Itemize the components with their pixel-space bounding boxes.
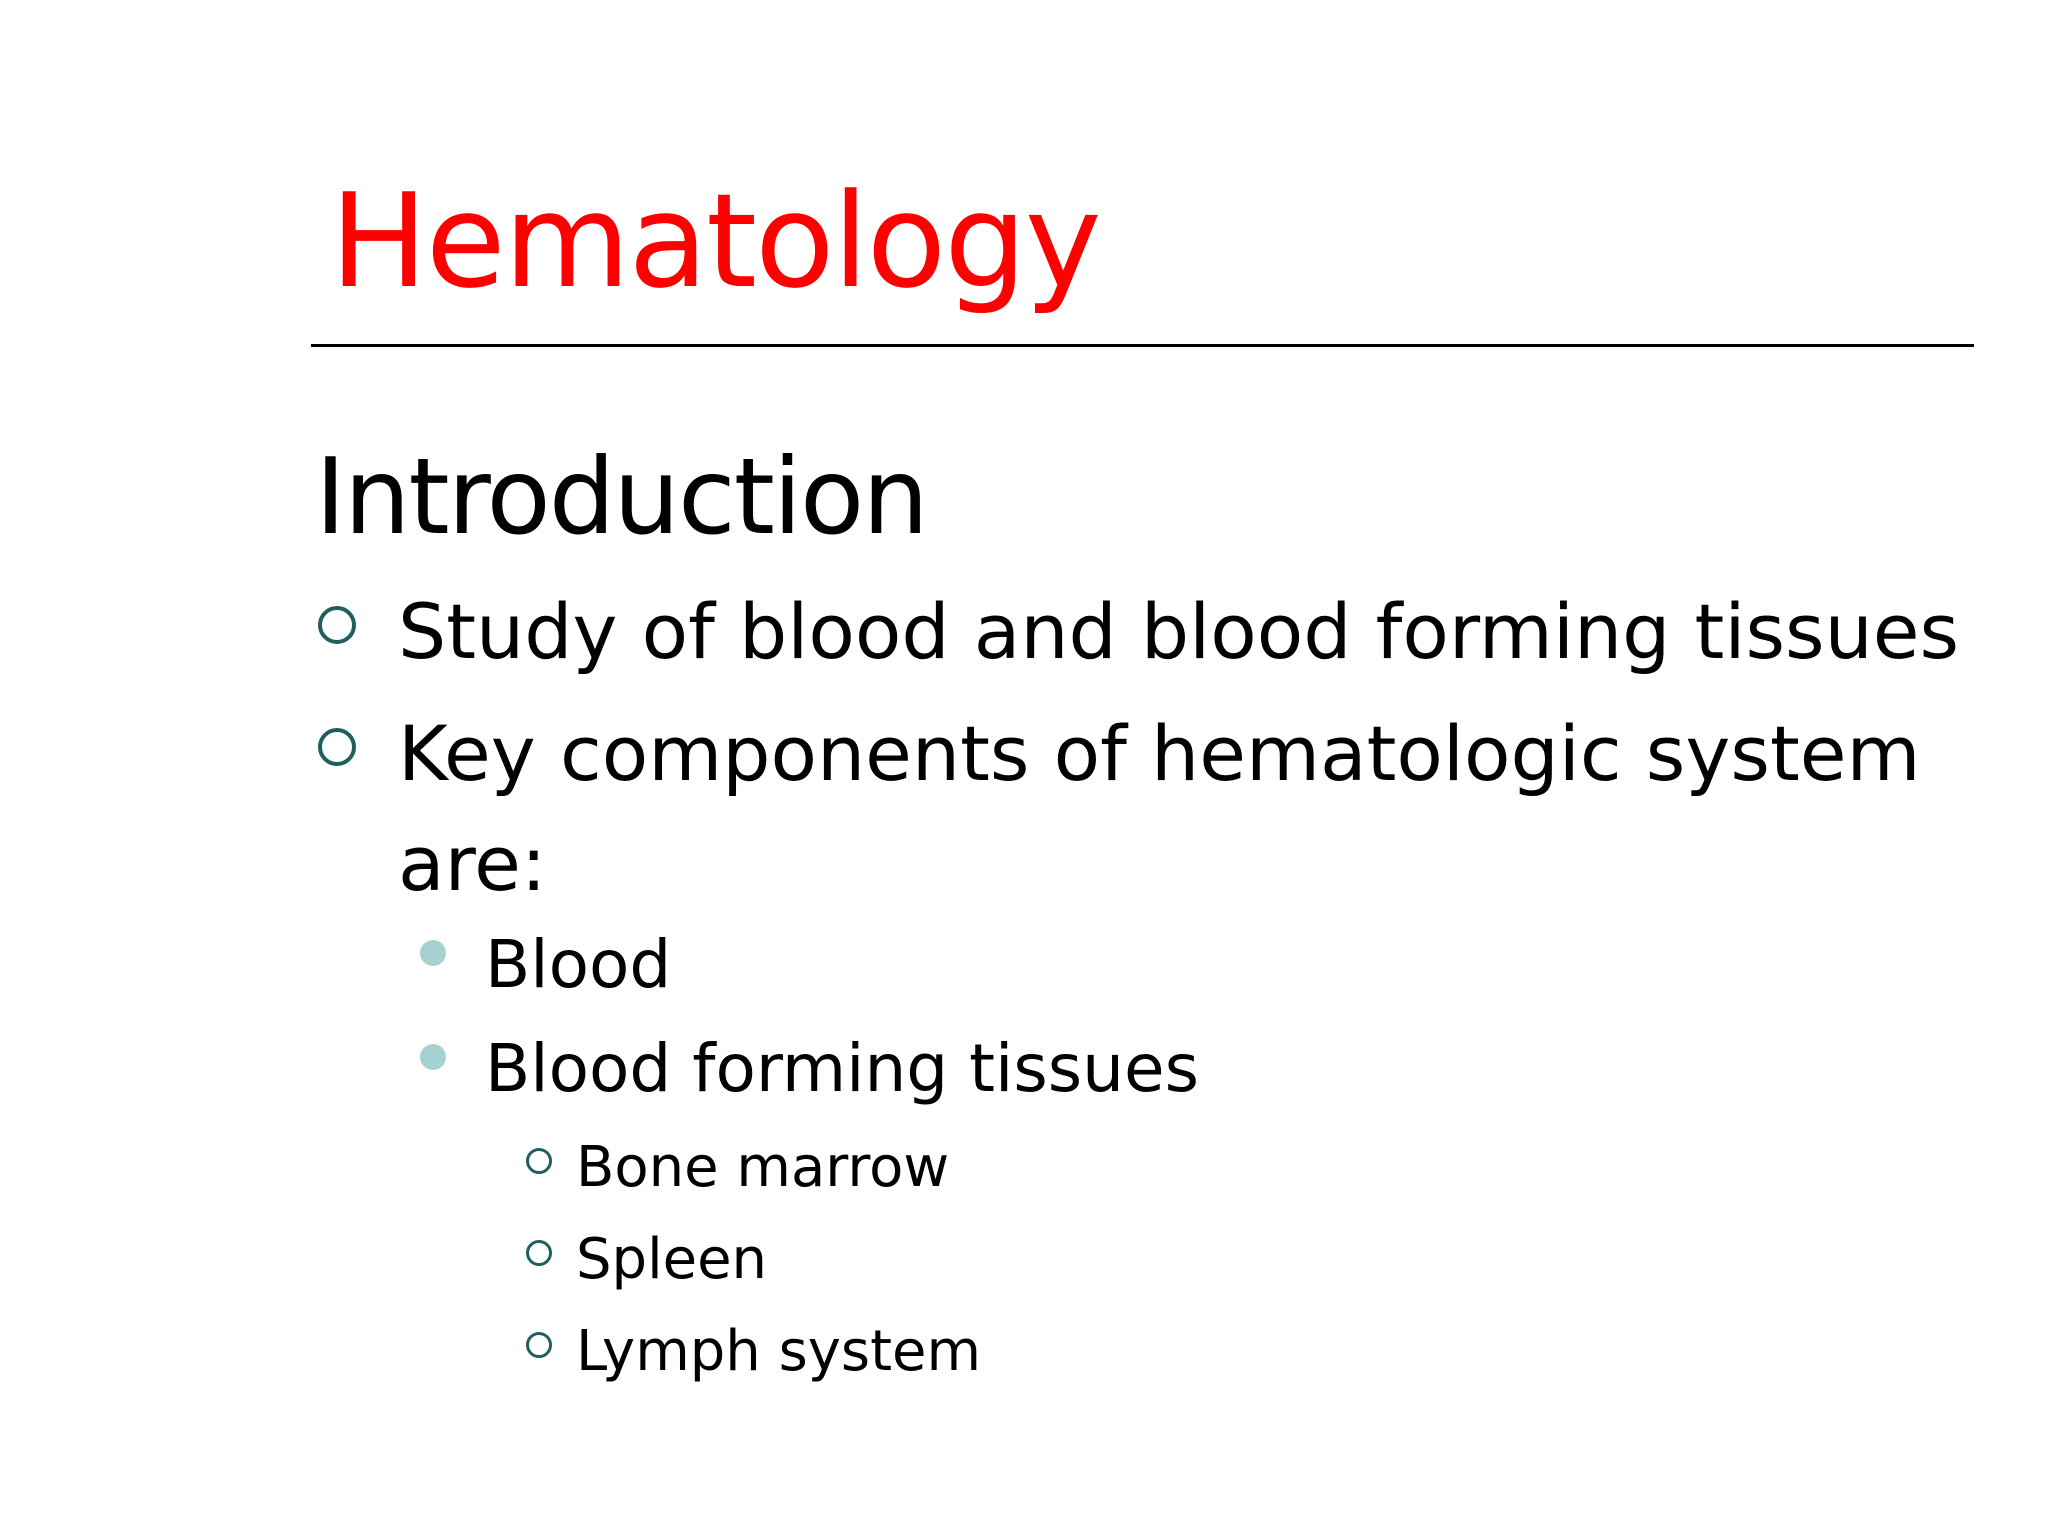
list-item-text: Study of blood and blood forming tissues xyxy=(398,587,1960,676)
section-heading: Introduction xyxy=(315,436,927,558)
circle-bullet-icon xyxy=(526,1240,552,1266)
circle-bullet-icon xyxy=(526,1148,552,1174)
list-item-text: Spleen xyxy=(576,1227,768,1292)
list-item-text: Lymph system xyxy=(576,1319,982,1384)
list-item-text: Key components of hematologic system xyxy=(398,709,1921,798)
list-item-text: Bone marrow xyxy=(576,1135,950,1200)
circle-bullet-icon xyxy=(318,606,356,644)
list-item-text: Blood forming tissues xyxy=(485,1030,1199,1107)
dot-bullet-icon xyxy=(420,1044,446,1070)
list-item-text: Blood xyxy=(485,926,672,1003)
title-divider xyxy=(311,344,1974,347)
slide-title: Hematology xyxy=(330,165,1100,317)
list-item-text: are: xyxy=(398,819,547,908)
circle-bullet-icon xyxy=(526,1332,552,1358)
dot-bullet-icon xyxy=(420,940,446,966)
circle-bullet-icon xyxy=(318,728,356,766)
